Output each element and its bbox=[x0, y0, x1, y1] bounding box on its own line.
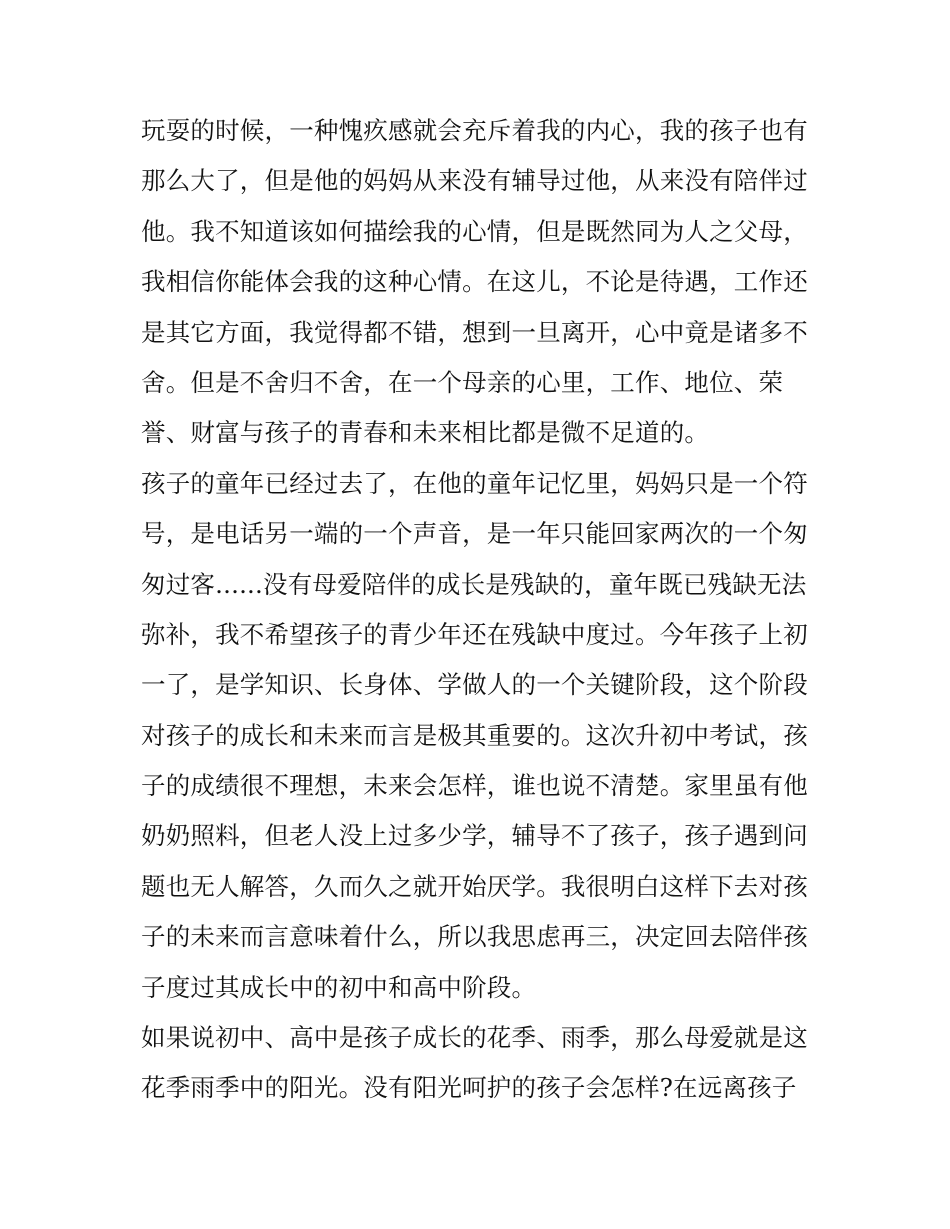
text-line: 舍。但是不舍归不舍，在一个母亲的心里，工作、地位、荣 bbox=[141, 367, 784, 397]
text-line: 子的未来而言意味着什么，所以我思虑再三，决定回去陪伴孩 bbox=[141, 922, 808, 952]
text-line: 对孩子的成长和未来而言是极其重要的。这次升初中考试，孩 bbox=[141, 720, 808, 750]
text-line: 是其它方面，我觉得都不错，想到一旦离开，心中竟是诸多不 bbox=[141, 317, 808, 347]
paragraph-2 bbox=[141, 459, 821, 1013]
text-line: 玩耍的时候，一种愧疚感就会充斥着我的内心，我的孩子也有 bbox=[141, 116, 808, 145]
text-line: 我相信你能体会我的这种心情。在这儿，不论是待遇，工作还 bbox=[141, 267, 808, 297]
text-line: 花季雨季中的阳光。没有阳光呵护的孩子会怎样?在远离孩子 bbox=[141, 1073, 797, 1103]
text-line: 匆过客......没有母爱陪伴的成长是残缺的，童年既已残缺无法 bbox=[141, 569, 807, 599]
paragraph-3 bbox=[141, 1013, 821, 1114]
text-line: 那么大了，但是他的妈妈从来没有辅导过他，从来没有陪伴过 bbox=[141, 166, 808, 196]
body-text bbox=[141, 106, 821, 1114]
text-line: 孩子的童年已经过去了，在他的童年记忆里，妈妈只是一个符 bbox=[141, 468, 808, 498]
text-line: 弥补，我不希望孩子的青少年还在残缺中度过。今年孩子上初 bbox=[141, 619, 808, 649]
text-line: 誉、财富与孩子的青春和未来相比都是微不足道的。 bbox=[141, 418, 710, 448]
text-line: 子的成绩很不理想，未来会怎样，谁也说不清楚。家里虽有他 bbox=[141, 771, 808, 801]
text-line: 一了，是学知识、长身体、学做人的一个关键阶段，这个阶段 bbox=[141, 670, 808, 700]
text-line: 如果说初中、高中是孩子成长的花季、雨季，那么母爱就是这 bbox=[141, 1023, 808, 1053]
text-line: 子度过其成长中的初中和高中阶段。 bbox=[141, 972, 537, 1002]
text-line: 奶奶照料，但老人没上过多少学，辅导不了孩子，孩子遇到问 bbox=[141, 821, 808, 851]
text-line: 他。我不知道该如何描绘我的心情，但是既然同为人之父母， bbox=[141, 216, 808, 246]
paragraph-1 bbox=[141, 106, 821, 459]
text-line: 题也无人解答，久而久之就开始厌学。我很明白这样下去对孩 bbox=[141, 871, 808, 901]
text-line: 号，是电话另一端的一个声音，是一年只能回家两次的一个匆 bbox=[141, 519, 808, 549]
